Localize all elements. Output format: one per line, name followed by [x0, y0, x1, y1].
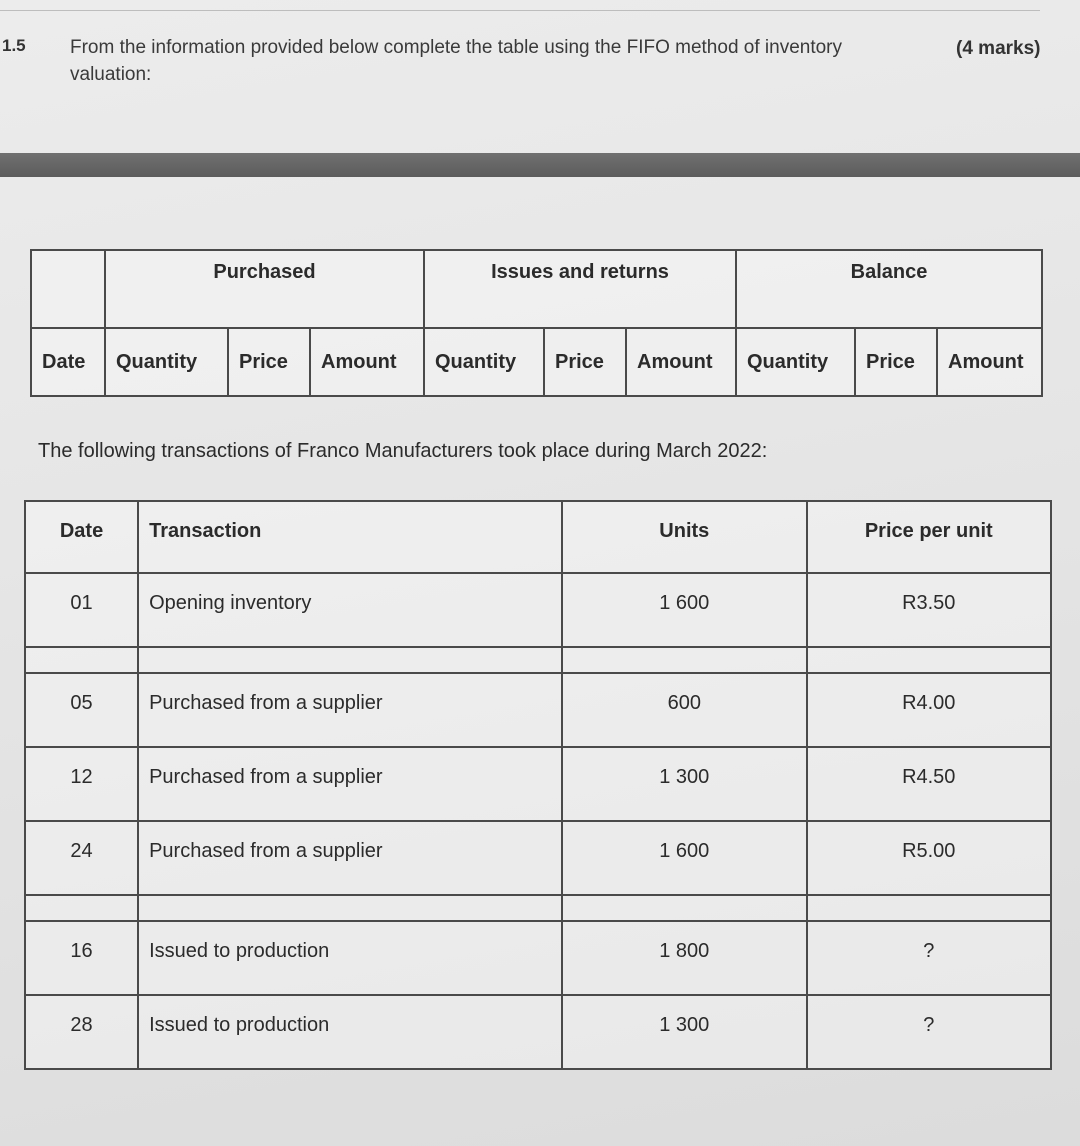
top-rule	[0, 0, 1040, 11]
fifo-column-header-row	[31, 328, 1042, 396]
fifo-col-purchased-amount: Amount	[310, 328, 424, 396]
tx-description: Issued to production	[138, 921, 562, 995]
tx-price: R5.00	[807, 821, 1052, 895]
table-row-blank	[25, 895, 1051, 921]
tx-description: Opening inventory	[138, 573, 562, 647]
table-row	[25, 673, 1051, 747]
tx-date: 05	[25, 673, 138, 747]
fifo-col-balance-price: Price	[855, 328, 937, 396]
fifo-col-purchased-quantity: Quantity	[105, 328, 228, 396]
fifo-col-issues-quantity: Quantity	[424, 328, 544, 396]
question-marks: (4 marks)	[956, 38, 1041, 59]
fifo-group-empty-cell	[31, 250, 105, 328]
table-row	[25, 821, 1051, 895]
tx-date: 12	[25, 747, 138, 821]
tx-date: 24	[25, 821, 138, 895]
tx-price: R4.50	[807, 747, 1052, 821]
tx-date: 28	[25, 995, 138, 1069]
tx-description: Purchased from a supplier	[138, 673, 562, 747]
section-divider	[0, 153, 1080, 177]
tx-price: R3.50	[807, 573, 1052, 647]
fifo-col-balance-quantity: Quantity	[736, 328, 855, 396]
table-row	[25, 573, 1051, 647]
tx-units: 1 300	[562, 995, 806, 1069]
blank-cell	[138, 895, 562, 921]
blank-cell	[807, 647, 1052, 673]
table-row-blank	[25, 647, 1051, 673]
fifo-group-balance: Balance	[736, 250, 1042, 328]
tx-price: ?	[807, 921, 1052, 995]
blank-cell	[138, 647, 562, 673]
tx-price: ?	[807, 995, 1052, 1069]
fifo-col-issues-price: Price	[544, 328, 626, 396]
fifo-col-purchased-price: Price	[228, 328, 310, 396]
fifo-col-date: Date	[31, 328, 105, 396]
blank-cell	[807, 895, 1052, 921]
tx-header-price: Price per unit	[807, 501, 1052, 573]
table-row	[25, 995, 1051, 1069]
tx-header-transaction: Transaction	[138, 501, 562, 573]
tx-units: 1 800	[562, 921, 806, 995]
tx-description: Purchased from a supplier	[138, 747, 562, 821]
fifo-col-issues-amount: Amount	[626, 328, 736, 396]
table-row	[25, 747, 1051, 821]
blank-cell	[25, 895, 138, 921]
fifo-answer-table	[30, 249, 1043, 397]
question-number: 1.5	[2, 36, 26, 55]
tx-units: 1 600	[562, 821, 806, 895]
blank-cell	[562, 895, 806, 921]
blank-cell	[25, 647, 138, 673]
table-row	[25, 921, 1051, 995]
tx-price: R4.00	[807, 673, 1052, 747]
blank-cell	[562, 647, 806, 673]
tx-units: 1 600	[562, 573, 806, 647]
fifo-col-balance-amount: Amount	[937, 328, 1042, 396]
transactions-header-row	[25, 501, 1051, 573]
fifo-group-header-row	[31, 250, 1042, 328]
tx-header-units: Units	[562, 501, 806, 573]
tx-description: Issued to production	[138, 995, 562, 1069]
tx-units: 1 300	[562, 747, 806, 821]
fifo-group-purchased: Purchased	[105, 250, 424, 328]
tx-description: Purchased from a supplier	[138, 821, 562, 895]
transactions-intro: The following transactions of Franco Manufacturers took place during March 2022:	[38, 440, 768, 462]
tx-date: 16	[25, 921, 138, 995]
transactions-table	[24, 500, 1052, 1070]
tx-header-date: Date	[25, 501, 138, 573]
question-text: From the information provided below complete the table using the FIFO method of inventory valuation:	[70, 37, 843, 85]
fifo-group-issues-returns: Issues and returns	[424, 250, 736, 328]
tx-date: 01	[25, 573, 138, 647]
tx-units: 600	[562, 673, 806, 747]
